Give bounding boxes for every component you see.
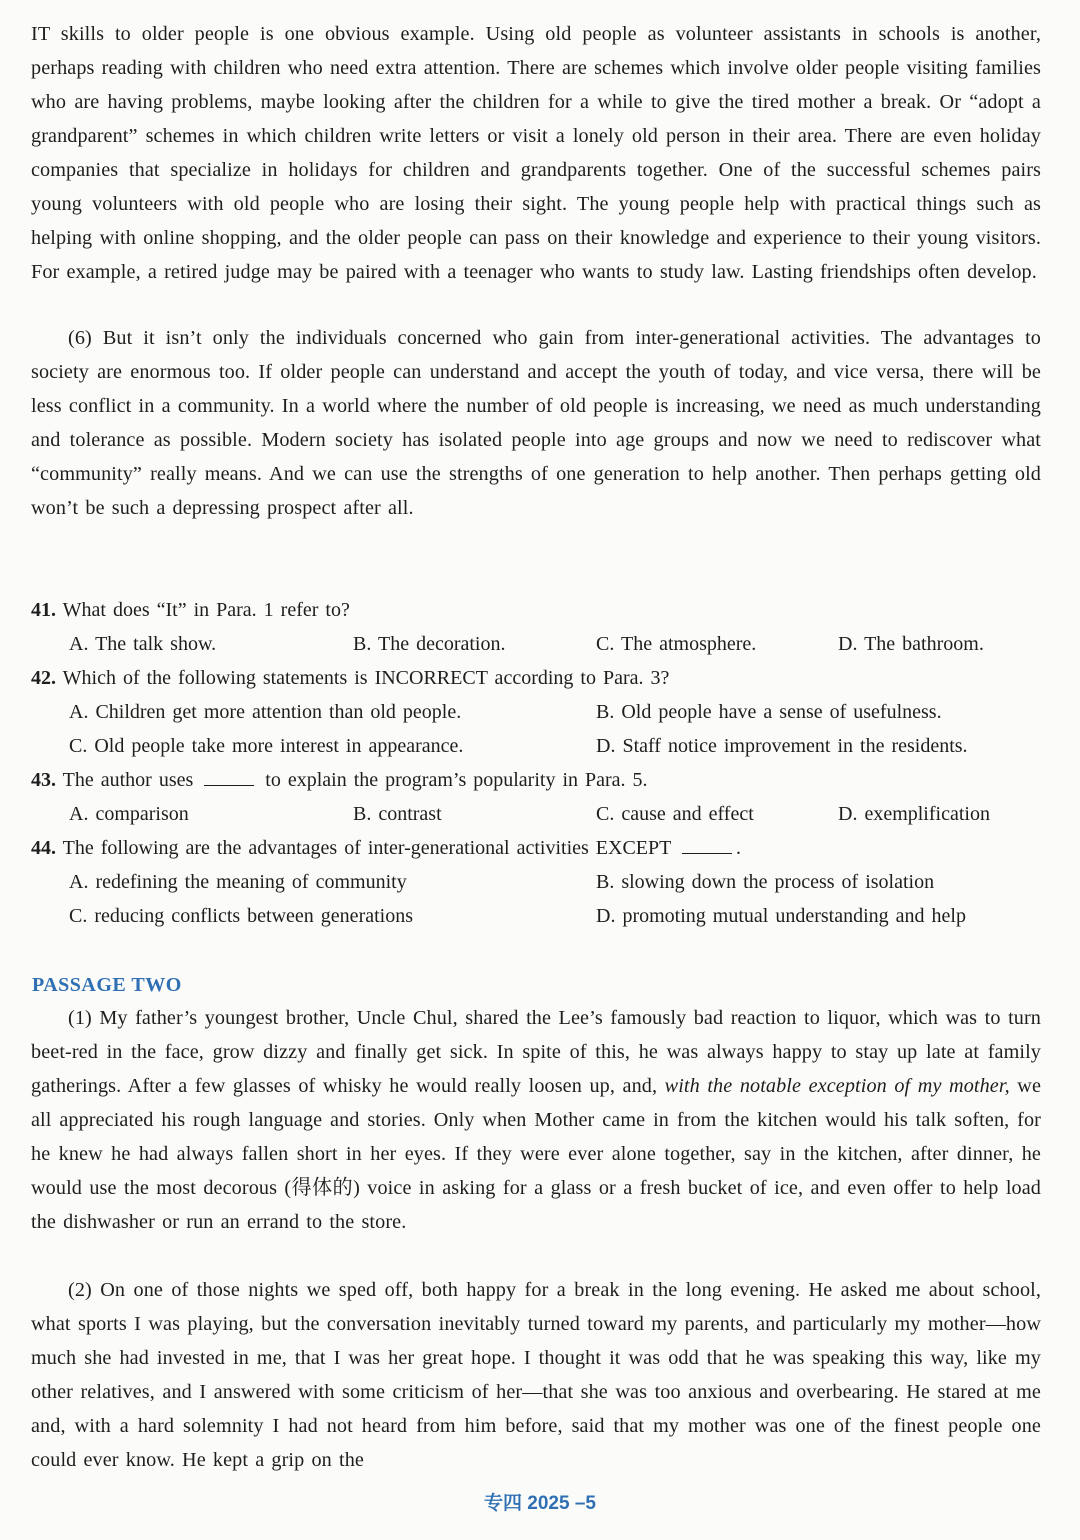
question-number: 44. <box>31 837 56 859</box>
passage-two-para-1 <box>31 1001 1041 1239</box>
option-c[interactable]: C. The atmosphere. <box>596 633 757 655</box>
option-d[interactable]: D. exemplification <box>838 803 990 825</box>
question-stem-before: The author uses <box>62 769 194 791</box>
question-43-options <box>69 797 1049 831</box>
passage-two-para-2: (2) On one of those nights we sped off, both happy for a break in the long evening. He asked me about school, what sports I was playing, but the conversation inevitably turned toward my parents, and particularly my mother—how much she had invested in me, that I was her great hope. I thought it was odd that he was speaking this way, like my other relatives, and I answered with some criticism of her—that she was too anxious and overbearing. He stared at me and, with a hard solemnity I had not heard from him before, said that my mother was one of the finest people one could ever know. He kept a grip on the <box>31 1279 1041 1471</box>
question-41 <box>31 593 1041 627</box>
question-44 <box>31 831 1041 865</box>
answer-blank[interactable] <box>682 831 732 854</box>
option-b[interactable]: B. slowing down the process of isolation <box>596 871 935 893</box>
option-c[interactable]: C. cause and effect <box>596 803 754 825</box>
option-c[interactable]: C. Old people take more interest in appearance. <box>69 735 464 757</box>
para-1-text-b: we all appreciated his rough language and stories. Only when Mother came in from the kitchen would his talk soften, for he knew he had always fallen short in her eyes. If they were ever alone together, say in the kitchen, after dinner, he would use the most decorous (得体的) voice in asking for a glass or a fresh bucket of ice, and even offer to help load the dishwasher or run an errand to the store. <box>31 1075 1042 1233</box>
option-a[interactable]: A. redefining the meaning of community <box>69 871 407 893</box>
question-44-options-row-2 <box>69 899 1049 933</box>
question-number: 42. <box>31 667 56 689</box>
para-1-text-a: (1) My father’s youngest brother, Uncle Chul, shared the Lee’s famously bad reaction to liquor, which was to turn beet-red in the face, grow dizzy and finally get sick. In spite of this, he was always happy to stay up late at family gatherings. After a few glasses of whisky he would really loosen up, and, <box>31 1007 1041 1097</box>
question-stem-after: to explain the program’s popularity in Para. 5. <box>265 769 648 791</box>
section-heading: PASSAGE TWO <box>32 974 182 996</box>
question-44-options-row-1 <box>69 865 1049 899</box>
question-stem-after: . <box>736 837 742 859</box>
option-b[interactable]: B. Old people have a sense of usefulness. <box>596 701 942 723</box>
question-42-options-row-2 <box>69 729 1049 763</box>
option-d[interactable]: D. promoting mutual understanding and help <box>596 905 966 927</box>
question-42 <box>31 661 1041 695</box>
question-43 <box>31 763 1041 797</box>
answer-blank[interactable] <box>204 763 254 786</box>
passage-one-para-5-continued: IT skills to older people is one obvious example. Using old people as volunteer assistants in schools is another, perhaps reading with children who need extra attention. There are schemes which involve older people visiting families who are having problems, maybe looking after the children for a while to give the tired mother a break. Or “adopt a grandparent” schemes in which children write letters or visit a lonely old person in their area. There are even holiday companies that specialize in holidays for children and grandparents together. One of the successful schemes pairs young volunteers with old people who are losing their sight. The young people help with practical things such as helping with online shopping, and the older people can pass on their knowledge and experience to their young visitors. For example, a retired judge may be paired with a teenager who wants to study law. Lasting friendships often develop. <box>31 23 1041 283</box>
page-footer: 专四 2025 –5 <box>484 1493 596 1514</box>
option-a[interactable]: A. Children get more attention than old people. <box>69 701 462 723</box>
option-d[interactable]: D. The bathroom. <box>838 633 984 655</box>
option-b[interactable]: B. contrast <box>353 803 442 825</box>
option-d[interactable]: D. Staff notice improvement in the residents. <box>596 735 968 757</box>
question-42-options-row-1 <box>69 695 1049 729</box>
question-number: 43. <box>31 769 56 791</box>
option-c[interactable]: C. reducing conflicts between generations <box>69 905 413 927</box>
question-41-options <box>69 627 1049 661</box>
question-number: 41. <box>31 599 56 621</box>
question-stem: Which of the following statements is INCORRECT according to Para. 3? <box>62 667 670 689</box>
option-b[interactable]: B. The decoration. <box>353 633 506 655</box>
passage-one-para-6: (6) But it isn’t only the individuals concerned who gain from inter-generational activities. The advantages to society are enormous too. If older people can understand and accept the youth of today, and vice versa, there will be less conflict in a community. In a world where the number of old people is increasing, we need as much understanding and tolerance as possible. Modern society has isolated people into age groups and now we need to rediscover what “community” really means. And we can use the strengths of one generation to help another. Then perhaps getting old won’t be such a depressing prospect after all. <box>31 327 1041 519</box>
question-stem-before: The following are the advantages of inter-generational activities EXCEPT <box>62 837 672 859</box>
option-a[interactable]: A. comparison <box>69 803 189 825</box>
para-1-italic-phrase: with the notable exception of my mother, <box>664 1075 1010 1097</box>
option-a[interactable]: A. The talk show. <box>69 633 217 655</box>
question-stem: What does “It” in Para. 1 refer to? <box>62 599 350 621</box>
